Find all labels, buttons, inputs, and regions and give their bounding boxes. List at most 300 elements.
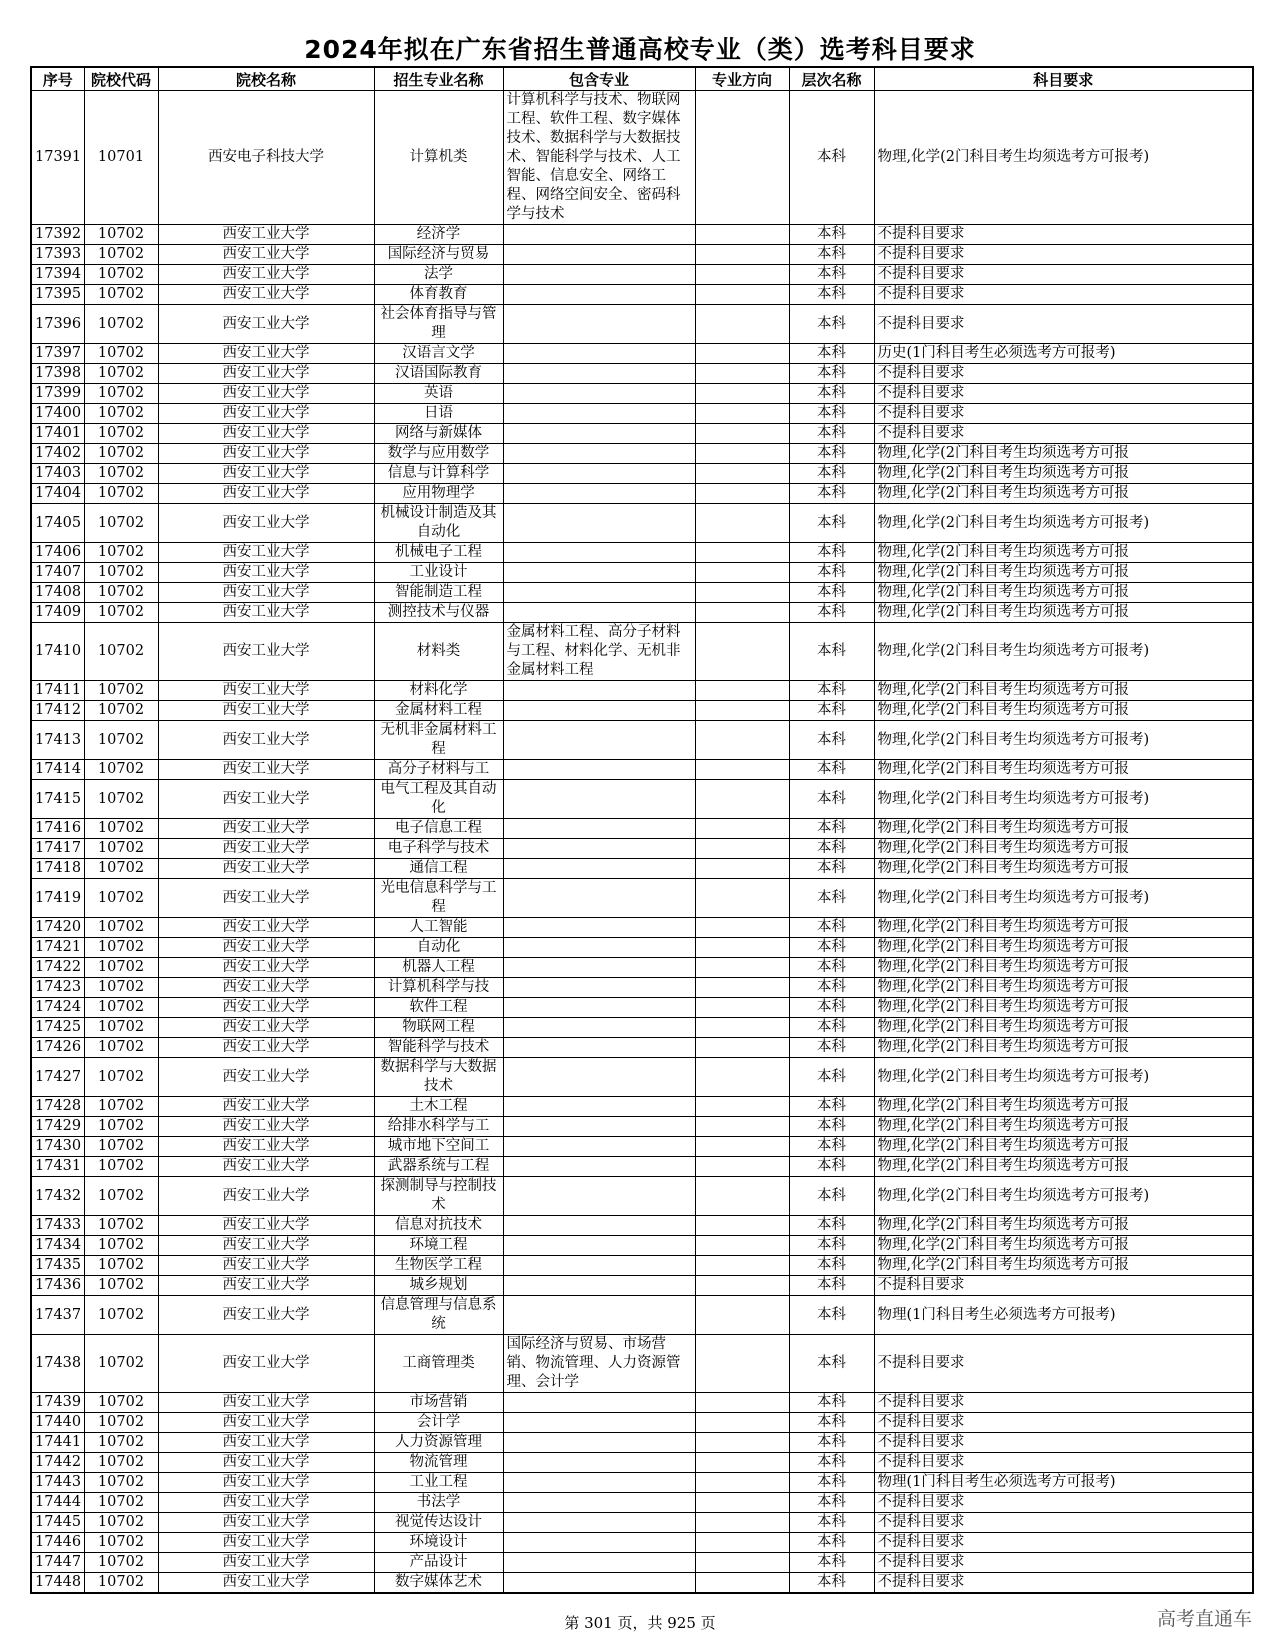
cell-school-code: 10702 [84,859,158,879]
cell-major-name: 日语 [374,404,503,424]
cell-included-majors [503,681,695,701]
cell-school-name: 西安电子科技大学 [158,91,374,225]
cell-major-name: 英语 [374,384,503,404]
cell-index: 17443 [31,1473,84,1493]
cell-school-code: 10702 [84,1433,158,1453]
cell-school-name: 西安工业大学 [158,839,374,859]
cell-direction [695,1157,789,1177]
cell-school-name: 西安工业大学 [158,958,374,978]
cell-subject-req: 物理,化学(2门科目考生均须选考方可报 [874,701,1253,721]
cell-subject-req: 物理,化学(2门科目考生均须选考方可报 [874,1117,1253,1137]
cell-subject-req: 物理,化学(2门科目考生均须选考方可报 [874,603,1253,623]
brand-watermark: 高考直通车 [1156,1608,1252,1630]
cell-school-code: 10702 [84,918,158,938]
cell-index: 17422 [31,958,84,978]
cell-direction [695,563,789,583]
cell-direction [695,1256,789,1276]
cell-direction [695,583,789,603]
cell-index: 17425 [31,1018,84,1038]
cell-direction [695,839,789,859]
cell-school-code: 10702 [84,1097,158,1117]
cell-school-name: 西安工业大学 [158,1177,374,1216]
cell-index: 17437 [31,1296,84,1335]
table-header-row [31,67,1253,91]
cell-subject-req: 物理,化学(2门科目考生均须选考方可报 [874,998,1253,1018]
cell-subject-req: 不提科目要求 [874,384,1253,404]
cell-major-name: 材料化学 [374,681,503,701]
cell-direction [695,1296,789,1335]
cell-major-name: 视觉传达设计 [374,1513,503,1533]
cell-major-name: 信息管理与信息系统 [374,1296,503,1335]
cell-subject-req: 物理,化学(2门科目考生均须选考方可报 [874,918,1253,938]
cell-subject-req: 不提科目要求 [874,424,1253,444]
cell-school-name: 西安工业大学 [158,583,374,603]
cell-school-code: 10702 [84,1296,158,1335]
cell-major-name: 材料类 [374,623,503,681]
col-header-direction: 专业方向 [695,67,789,91]
cell-school-code: 10702 [84,839,158,859]
cell-level: 本科 [789,1573,874,1594]
cell-subject-req: 不提科目要求 [874,225,1253,245]
cell-major-name: 生物医学工程 [374,1256,503,1276]
cell-major-name: 给排水科学与工 [374,1117,503,1137]
cell-direction [695,1018,789,1038]
cell-school-name: 西安工业大学 [158,623,374,681]
cell-major-name: 电子信息工程 [374,819,503,839]
cell-school-code: 10702 [84,1256,158,1276]
cell-school-code: 10702 [84,1276,158,1296]
cell-school-code: 10702 [84,1473,158,1493]
cell-included-majors [503,938,695,958]
table-row [31,563,1253,583]
cell-school-name: 西安工业大学 [158,245,374,265]
cell-index: 17391 [31,91,84,225]
table-row [31,1038,1253,1058]
cell-school-code: 10702 [84,444,158,464]
cell-school-name: 西安工业大学 [158,879,374,918]
cell-major-name: 智能科学与技术 [374,1038,503,1058]
table-row [31,225,1253,245]
cell-direction [695,1473,789,1493]
table-row [31,1296,1253,1335]
cell-school-name: 西安工业大学 [158,603,374,623]
cell-school-name: 西安工业大学 [158,225,374,245]
cell-subject-req: 物理,化学(2门科目考生均须选考方可报 [874,978,1253,998]
cell-direction [695,721,789,760]
cell-major-name: 会计学 [374,1413,503,1433]
cell-direction [695,859,789,879]
cell-direction [695,91,789,225]
cell-level: 本科 [789,424,874,444]
cell-index: 17435 [31,1256,84,1276]
cell-direction [695,1236,789,1256]
cell-level: 本科 [789,978,874,998]
cell-included-majors [503,1473,695,1493]
cell-major-name: 智能制造工程 [374,583,503,603]
cell-direction [695,780,789,819]
cell-major-name: 环境工程 [374,1236,503,1256]
cell-school-name: 西安工业大学 [158,1256,374,1276]
cell-level: 本科 [789,225,874,245]
cell-school-name: 西安工业大学 [158,701,374,721]
cell-direction [695,1573,789,1594]
cell-subject-req: 不提科目要求 [874,1453,1253,1473]
cell-included-majors [503,1433,695,1453]
col-header-level: 层次名称 [789,67,874,91]
cell-major-name: 工业设计 [374,563,503,583]
table-row [31,91,1253,225]
table-row [31,1493,1253,1513]
cell-subject-req: 不提科目要求 [874,305,1253,344]
cell-index: 17395 [31,285,84,305]
table-row [31,1573,1253,1594]
cell-index: 17434 [31,1236,84,1256]
cell-school-code: 10702 [84,1553,158,1573]
cell-major-name: 人工智能 [374,918,503,938]
cell-major-name: 金属材料工程 [374,701,503,721]
cell-school-code: 10702 [84,879,158,918]
cell-index: 17420 [31,918,84,938]
cell-major-name: 信息对抗技术 [374,1216,503,1236]
cell-index: 17442 [31,1453,84,1473]
table-row [31,444,1253,464]
cell-level: 本科 [789,1058,874,1097]
table-row [31,1058,1253,1097]
cell-school-code: 10702 [84,265,158,285]
cell-school-name: 西安工业大学 [158,1493,374,1513]
cell-included-majors [503,859,695,879]
table-row [31,760,1253,780]
cell-level: 本科 [789,543,874,563]
cell-direction [695,245,789,265]
cell-school-name: 西安工业大学 [158,305,374,344]
cell-subject-req: 物理,化学(2门科目考生均须选考方可报 [874,1216,1253,1236]
cell-subject-req: 不提科目要求 [874,1276,1253,1296]
cell-level: 本科 [789,859,874,879]
cell-school-code: 10702 [84,563,158,583]
cell-subject-req: 物理,化学(2门科目考生均须选考方可报 [874,1137,1253,1157]
cell-school-code: 10702 [84,1493,158,1513]
cell-school-name: 西安工业大学 [158,721,374,760]
cell-school-code: 10702 [84,701,158,721]
cell-direction [695,1513,789,1533]
cell-included-majors [503,464,695,484]
cell-major-name: 城市地下空间工 [374,1137,503,1157]
cell-school-name: 西安工业大学 [158,1018,374,1038]
cell-school-code: 10702 [84,1216,158,1236]
cell-school-code: 10701 [84,91,158,225]
cell-level: 本科 [789,1433,874,1453]
cell-included-majors [503,384,695,404]
cell-direction [695,958,789,978]
cell-included-majors [503,879,695,918]
cell-school-name: 西安工业大学 [158,1513,374,1533]
cell-school-code: 10702 [84,344,158,364]
cell-direction [695,1137,789,1157]
cell-subject-req: 不提科目要求 [874,1513,1253,1533]
cell-index: 17445 [31,1513,84,1533]
table-row [31,859,1253,879]
cell-included-majors [503,1513,695,1533]
cell-level: 本科 [789,603,874,623]
cell-index: 17408 [31,583,84,603]
cell-school-name: 西安工业大学 [158,1296,374,1335]
cell-index: 17414 [31,760,84,780]
cell-index: 17393 [31,245,84,265]
cell-included-majors [503,1573,695,1594]
table-row [31,603,1253,623]
cell-included-majors [503,424,695,444]
cell-included-majors [503,444,695,464]
cell-school-code: 10702 [84,1393,158,1413]
cell-school-name: 西安工业大学 [158,364,374,384]
cell-included-majors [503,543,695,563]
cell-direction [695,225,789,245]
cell-included-majors [503,1256,695,1276]
cell-subject-req: 历史(1门科目考生必须选考方可报考) [874,344,1253,364]
cell-school-name: 西安工业大学 [158,681,374,701]
cell-subject-req: 物理,化学(2门科目考生均须选考方可报 [874,444,1253,464]
cell-school-code: 10702 [84,1513,158,1533]
table-row [31,285,1253,305]
cell-school-code: 10702 [84,681,158,701]
cell-school-name: 西安工业大学 [158,424,374,444]
cell-level: 本科 [789,285,874,305]
cell-school-name: 西安工业大学 [158,1335,374,1393]
cell-direction [695,424,789,444]
table-row [31,543,1253,563]
cell-included-majors [503,1177,695,1216]
cell-included-majors [503,1553,695,1573]
cell-index: 17402 [31,444,84,464]
cell-school-code: 10702 [84,225,158,245]
cell-level: 本科 [789,1137,874,1157]
cell-school-name: 西安工业大学 [158,1058,374,1097]
cell-school-name: 西安工业大学 [158,1553,374,1573]
cell-major-name: 土木工程 [374,1097,503,1117]
cell-level: 本科 [789,623,874,681]
cell-index: 17409 [31,603,84,623]
table-row [31,1453,1253,1473]
cell-direction [695,623,789,681]
cell-included-majors [503,1533,695,1553]
cell-index: 17415 [31,780,84,819]
cell-included-majors [503,305,695,344]
cell-level: 本科 [789,839,874,859]
cell-direction [695,1335,789,1393]
page-title: 2024年拟在广东省招生普通高校专业（类）选考科目要求 [304,35,976,64]
table-row [31,958,1253,978]
cell-included-majors [503,1038,695,1058]
table-row [31,1433,1253,1453]
cell-school-code: 10702 [84,384,158,404]
cell-subject-req: 不提科目要求 [874,1553,1253,1573]
cell-school-code: 10702 [84,245,158,265]
cell-major-name: 测控技术与仪器 [374,603,503,623]
cell-direction [695,404,789,424]
cell-direction [695,1393,789,1413]
cell-school-name: 西安工业大学 [158,1573,374,1594]
cell-subject-req: 物理,化学(2门科目考生均须选考方可报 [874,464,1253,484]
cell-index: 17429 [31,1117,84,1137]
cell-major-name: 工商管理类 [374,1335,503,1393]
cell-direction [695,285,789,305]
cell-included-majors [503,265,695,285]
cell-major-name: 产品设计 [374,1553,503,1573]
cell-major-name: 数学与应用数学 [374,444,503,464]
cell-level: 本科 [789,305,874,344]
cell-major-name: 网络与新媒体 [374,424,503,444]
col-header-school-code: 院校代码 [84,67,158,91]
cell-school-name: 西安工业大学 [158,384,374,404]
cell-subject-req: 物理,化学(2门科目考生均须选考方可报 [874,1097,1253,1117]
cell-school-code: 10702 [84,1038,158,1058]
table-row [31,1276,1253,1296]
cell-level: 本科 [789,1335,874,1393]
cell-school-name: 西安工业大学 [158,1097,374,1117]
cell-direction [695,1433,789,1453]
cell-level: 本科 [789,344,874,364]
cell-level: 本科 [789,1473,874,1493]
cell-level: 本科 [789,1276,874,1296]
cell-direction [695,384,789,404]
col-header-subject-req: 科目要求 [874,67,1253,91]
cell-level: 本科 [789,681,874,701]
cell-included-majors [503,780,695,819]
cell-included-majors [503,225,695,245]
cell-level: 本科 [789,1513,874,1533]
cell-school-code: 10702 [84,464,158,484]
cell-subject-req: 不提科目要求 [874,1573,1253,1594]
cell-school-code: 10702 [84,543,158,563]
cell-school-name: 西安工业大学 [158,1473,374,1493]
cell-direction [695,1413,789,1433]
cell-major-name: 工业工程 [374,1473,503,1493]
cell-level: 本科 [789,879,874,918]
cell-included-majors [503,998,695,1018]
cell-subject-req: 不提科目要求 [874,265,1253,285]
cell-included-majors [503,1413,695,1433]
cell-major-name: 武器系统与工程 [374,1157,503,1177]
cell-index: 17430 [31,1137,84,1157]
table-row [31,819,1253,839]
cell-school-name: 西安工业大学 [158,1533,374,1553]
cell-school-name: 西安工业大学 [158,1433,374,1453]
cell-school-code: 10702 [84,484,158,504]
table-row [31,1018,1253,1038]
cell-index: 17396 [31,305,84,344]
cell-level: 本科 [789,563,874,583]
cell-level: 本科 [789,918,874,938]
cell-index: 17411 [31,681,84,701]
cell-major-name: 经济学 [374,225,503,245]
cell-index: 17417 [31,839,84,859]
table-row [31,1216,1253,1236]
cell-school-name: 西安工业大学 [158,504,374,543]
cell-subject-req: 物理,化学(2门科目考生均须选考方可报 [874,681,1253,701]
cell-index: 17404 [31,484,84,504]
col-header-included-majors: 包含专业 [503,67,695,91]
cell-direction [695,364,789,384]
cell-index: 17416 [31,819,84,839]
cell-subject-req: 物理,化学(2门科目考生均须选考方可报 [874,484,1253,504]
cell-direction [695,681,789,701]
cell-included-majors [503,760,695,780]
cell-direction [695,504,789,543]
cell-included-majors [503,839,695,859]
cell-school-code: 10702 [84,1157,158,1177]
cell-major-name: 机械设计制造及其自动化 [374,504,503,543]
cell-school-code: 10702 [84,504,158,543]
cell-school-code: 10702 [84,1058,158,1097]
cell-major-name: 高分子材料与工 [374,760,503,780]
table-row [31,1236,1253,1256]
cell-direction [695,760,789,780]
cell-school-code: 10702 [84,285,158,305]
cell-level: 本科 [789,484,874,504]
cell-subject-req: 物理,化学(2门科目考生均须选考方可报 [874,1157,1253,1177]
cell-subject-req: 物理,化学(2门科目考生均须选考方可报 [874,859,1253,879]
cell-major-name: 计算机类 [374,91,503,225]
cell-subject-req: 物理,化学(2门科目考生均须选考方可报 [874,760,1253,780]
cell-level: 本科 [789,91,874,225]
cell-level: 本科 [789,404,874,424]
cell-direction [695,1276,789,1296]
cell-level: 本科 [789,1018,874,1038]
cell-major-name: 社会体育指导与管理 [374,305,503,344]
cell-index: 17421 [31,938,84,958]
cell-school-code: 10702 [84,760,158,780]
cell-major-name: 数字媒体艺术 [374,1573,503,1594]
cell-index: 17399 [31,384,84,404]
cell-index: 17413 [31,721,84,760]
cell-included-majors [503,364,695,384]
cell-included-majors [503,819,695,839]
cell-included-majors [503,1276,695,1296]
col-header-school-name: 院校名称 [158,67,374,91]
cell-school-code: 10702 [84,424,158,444]
cell-subject-req: 物理,化学(2门科目考生均须选考方可报 [874,938,1253,958]
cell-level: 本科 [789,504,874,543]
table-row [31,1553,1253,1573]
cell-subject-req: 物理,化学(2门科目考生均须选考方可报 [874,839,1253,859]
cell-subject-req: 物理,化学(2门科目考生均须选考方可报 [874,543,1253,563]
cell-included-majors [503,245,695,265]
table-row [31,1335,1253,1393]
cell-direction [695,1553,789,1573]
col-header-index: 序号 [31,67,84,91]
cell-direction [695,1453,789,1473]
cell-level: 本科 [789,364,874,384]
cell-major-name: 无机非金属材料工程 [374,721,503,760]
cell-major-name: 物联网工程 [374,1018,503,1038]
cell-major-name: 城乡规划 [374,1276,503,1296]
cell-included-majors [503,918,695,938]
cell-subject-req: 物理,化学(2门科目考生均须选考方可报考) [874,1177,1253,1216]
cell-subject-req: 物理(1门科目考生必须选考方可报考) [874,1473,1253,1493]
cell-major-name: 国际经济与贸易 [374,245,503,265]
cell-direction [695,464,789,484]
cell-major-name: 法学 [374,265,503,285]
cell-included-majors [503,1216,695,1236]
cell-school-code: 10702 [84,1533,158,1553]
cell-index: 17398 [31,364,84,384]
cell-school-code: 10702 [84,1018,158,1038]
cell-subject-req: 物理,化学(2门科目考生均须选考方可报 [874,1236,1253,1256]
table-row [31,1256,1253,1276]
cell-subject-req: 不提科目要求 [874,1533,1253,1553]
cell-school-name: 西安工业大学 [158,1216,374,1236]
